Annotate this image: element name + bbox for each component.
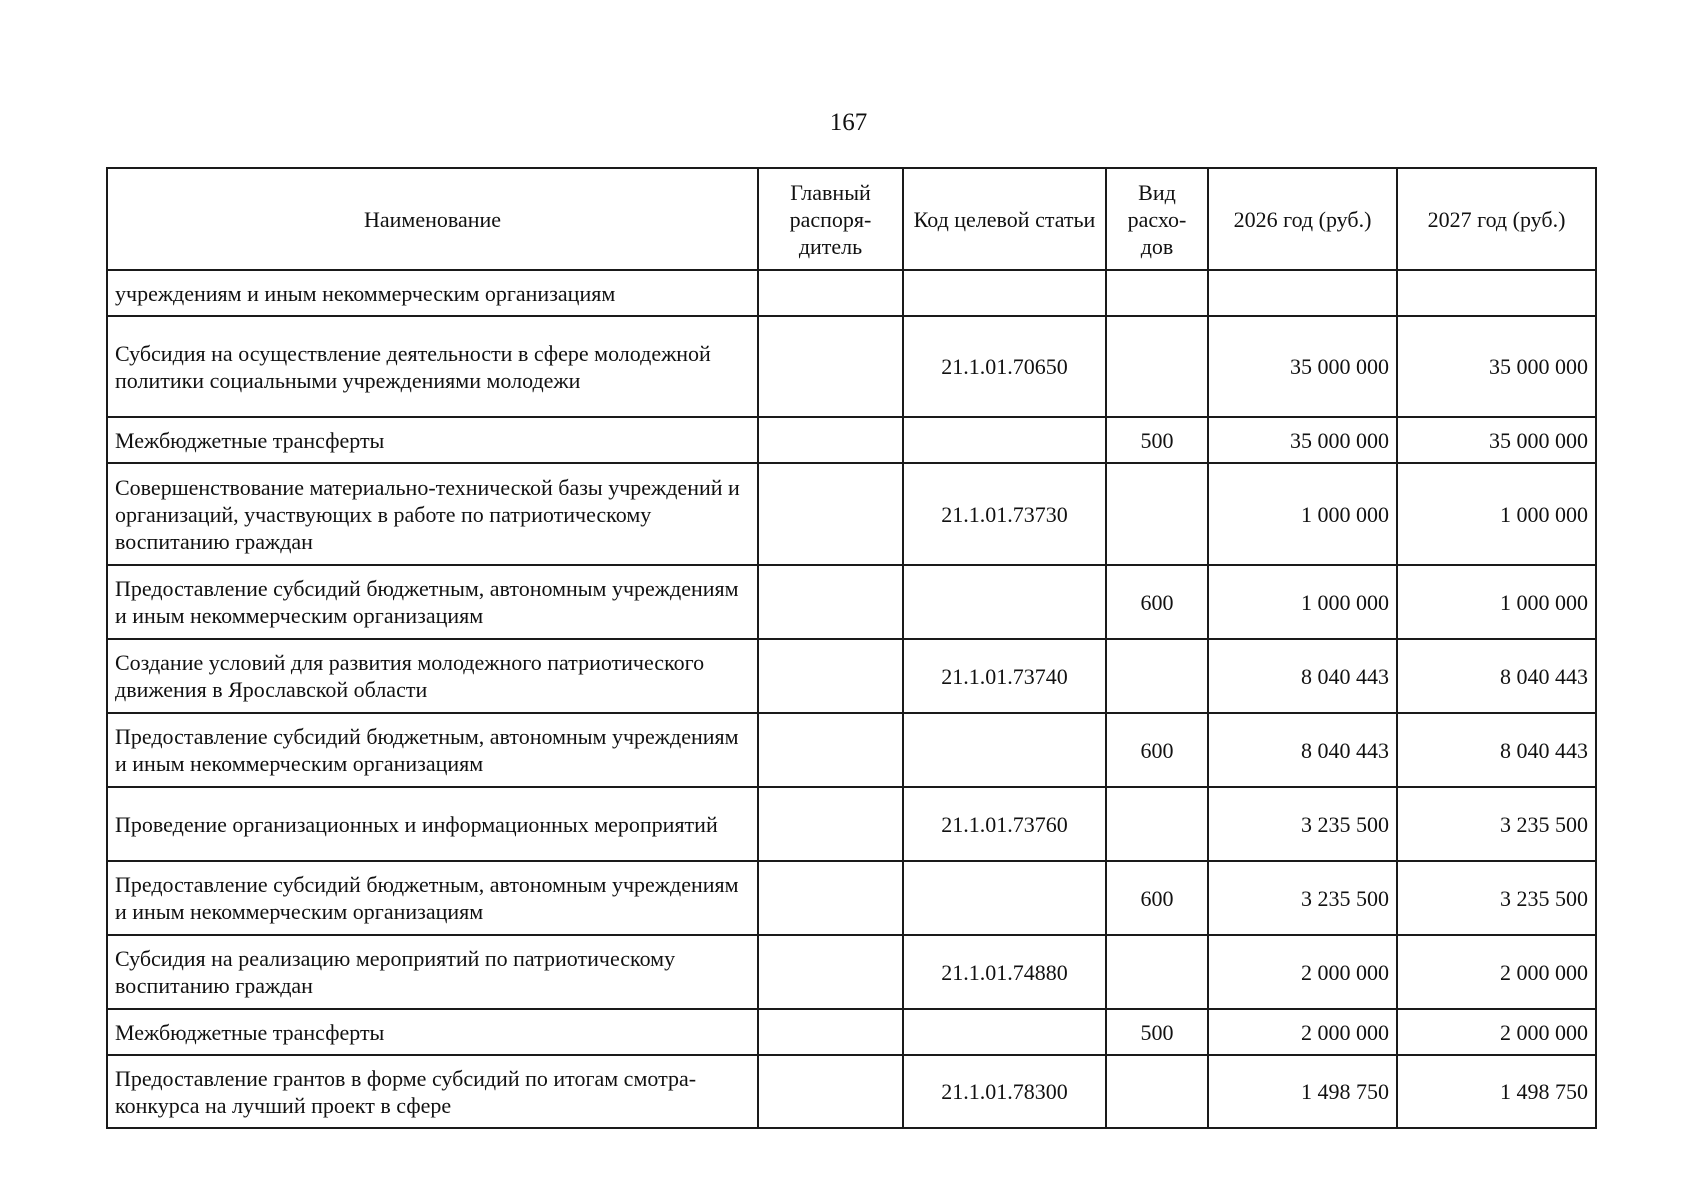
cell-type [1106, 1055, 1208, 1128]
table-row [107, 1055, 1596, 1128]
cell-2026: 2 000 000 [1208, 1009, 1397, 1055]
cell-2027: 35 000 000 [1397, 417, 1596, 463]
cell-manager [758, 270, 903, 316]
cell-2026 [1208, 270, 1397, 316]
cell-2026: 2 000 000 [1208, 935, 1397, 1009]
header-manager: Главный распоря-дитель [758, 168, 903, 270]
cell-name: Предоставление грантов в форме субсидий по итогам смотра-конкурса на лучший проект в сфере [107, 1055, 758, 1128]
cell-manager [758, 1055, 903, 1128]
cell-type [1106, 316, 1208, 417]
cell-2026: 1 000 000 [1208, 463, 1397, 565]
table-row [107, 639, 1596, 713]
cell-2027: 2 000 000 [1397, 935, 1596, 1009]
cell-manager [758, 417, 903, 463]
cell-type: 500 [1106, 417, 1208, 463]
cell-name: учреждениям и иным некоммерческим организациям [107, 270, 758, 316]
table-row [107, 713, 1596, 787]
cell-name: Проведение организационных и информационных мероприятий [107, 787, 758, 861]
cell-code: 21.1.01.78300 [903, 1055, 1106, 1128]
cell-type [1106, 787, 1208, 861]
table-row [107, 270, 1596, 316]
cell-2026: 1 000 000 [1208, 565, 1397, 639]
page-number: 167 [829, 109, 868, 136]
cell-type: 600 [1106, 713, 1208, 787]
cell-name: Субсидия на осуществление деятельности в сфере молодежной политики социальными учреждениями молодежи [107, 316, 758, 417]
cell-manager [758, 787, 903, 861]
cell-name: Предоставление субсидий бюджетным, автономным учреждениям и иным некоммерческим организациям [107, 713, 758, 787]
cell-2027: 3 235 500 [1397, 861, 1596, 935]
cell-2027: 35 000 000 [1397, 316, 1596, 417]
header-2026: 2026 год (руб.) [1208, 168, 1397, 270]
table-row [107, 417, 1596, 463]
cell-name: Субсидия на реализацию мероприятий по патриотическому воспитанию граждан [107, 935, 758, 1009]
cell-2027: 8 040 443 [1397, 713, 1596, 787]
table-row [107, 935, 1596, 1009]
cell-manager [758, 639, 903, 713]
cell-2026: 8 040 443 [1208, 713, 1397, 787]
table-row [107, 463, 1596, 565]
cell-code [903, 565, 1106, 639]
cell-type [1106, 639, 1208, 713]
cell-code: 21.1.01.70650 [903, 316, 1106, 417]
cell-code [903, 417, 1106, 463]
cell-type: 600 [1106, 861, 1208, 935]
cell-name: Создание условий для развития молодежного патриотического движения в Ярославской области [107, 639, 758, 713]
cell-type [1106, 935, 1208, 1009]
cell-2026: 3 235 500 [1208, 861, 1397, 935]
cell-2027: 1 000 000 [1397, 463, 1596, 565]
cell-name: Совершенствование материально-технической базы учреждений и организаций, участвующих в работе по патриотическому воспитанию граждан [107, 463, 758, 565]
cell-manager [758, 935, 903, 1009]
budget-table [106, 167, 1597, 1129]
cell-2026: 8 040 443 [1208, 639, 1397, 713]
cell-code [903, 270, 1106, 316]
table-row [107, 787, 1596, 861]
cell-name: Предоставление субсидий бюджетным, автономным учреждениям и иным некоммерческим организациям [107, 565, 758, 639]
header-name: Наименование [107, 168, 758, 270]
cell-code: 21.1.01.73740 [903, 639, 1106, 713]
cell-type: 500 [1106, 1009, 1208, 1055]
cell-code: 21.1.01.74880 [903, 935, 1106, 1009]
header-code: Код целевой статьи [903, 168, 1106, 270]
cell-manager [758, 463, 903, 565]
table-row [107, 1009, 1596, 1055]
cell-2027 [1397, 270, 1596, 316]
cell-2027: 8 040 443 [1397, 639, 1596, 713]
cell-2027: 1 000 000 [1397, 565, 1596, 639]
table-row [107, 565, 1596, 639]
cell-code: 21.1.01.73730 [903, 463, 1106, 565]
table-row [107, 861, 1596, 935]
cell-2026: 1 498 750 [1208, 1055, 1397, 1128]
cell-type [1106, 270, 1208, 316]
cell-code [903, 861, 1106, 935]
cell-code [903, 713, 1106, 787]
cell-2027: 1 498 750 [1397, 1055, 1596, 1128]
table-row [107, 316, 1596, 417]
cell-manager [758, 565, 903, 639]
cell-name: Межбюджетные трансферты [107, 417, 758, 463]
cell-code: 21.1.01.73760 [903, 787, 1106, 861]
cell-2026: 35 000 000 [1208, 417, 1397, 463]
header-2027: 2027 год (руб.) [1397, 168, 1596, 270]
cell-code [903, 1009, 1106, 1055]
cell-manager [758, 713, 903, 787]
cell-manager [758, 861, 903, 935]
table-header-row [107, 168, 1596, 270]
header-type: Вид расхо-дов [1106, 168, 1208, 270]
cell-type: 600 [1106, 565, 1208, 639]
cell-manager [758, 1009, 903, 1055]
cell-2027: 3 235 500 [1397, 787, 1596, 861]
cell-name: Межбюджетные трансферты [107, 1009, 758, 1055]
cell-name: Предоставление субсидий бюджетным, автономным учреждениям и иным некоммерческим организациям [107, 861, 758, 935]
cell-2026: 35 000 000 [1208, 316, 1397, 417]
cell-type [1106, 463, 1208, 565]
cell-2026: 3 235 500 [1208, 787, 1397, 861]
cell-2027: 2 000 000 [1397, 1009, 1596, 1055]
cell-manager [758, 316, 903, 417]
